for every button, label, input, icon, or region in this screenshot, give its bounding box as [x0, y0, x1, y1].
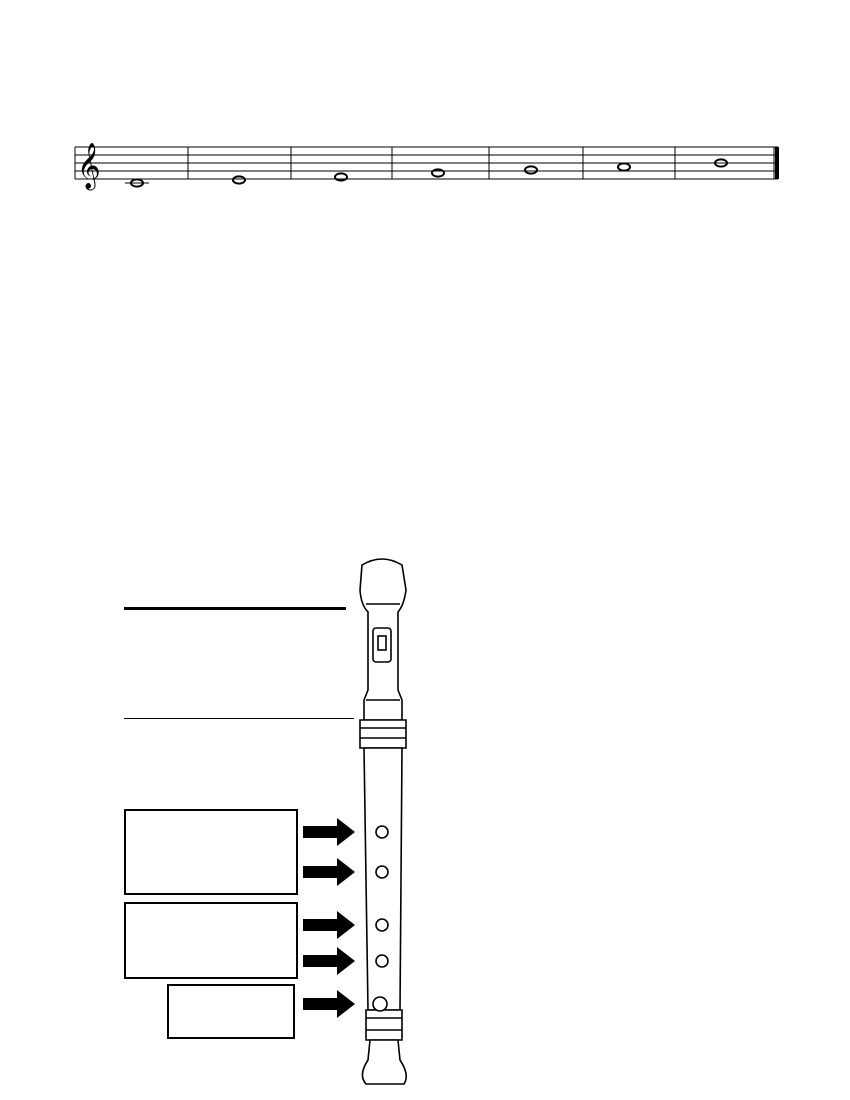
product-photo-bottom: [469, 822, 728, 1076]
brand-underline: [124, 607, 346, 610]
treble-clef-icon: 𝄞: [77, 143, 101, 189]
arrow-icon: [303, 911, 355, 939]
arrow-icon: [303, 818, 355, 846]
right-hand-box: [124, 902, 298, 979]
note-2: [233, 176, 245, 183]
music-staff: [0, 120, 850, 200]
arrow-icon: [303, 947, 355, 975]
arrow-icon: [303, 990, 355, 1018]
note-4: [432, 169, 444, 176]
useless-hole-box: [167, 984, 295, 1039]
fingering-diagrams: [0, 240, 850, 540]
description-divider: [124, 718, 354, 719]
note-5: [525, 166, 537, 173]
left-hand-box: [124, 809, 298, 895]
arrow-icon: [303, 858, 355, 886]
note-6: [618, 163, 630, 170]
note-3: [335, 173, 347, 180]
product-photo-top: [469, 557, 728, 816]
